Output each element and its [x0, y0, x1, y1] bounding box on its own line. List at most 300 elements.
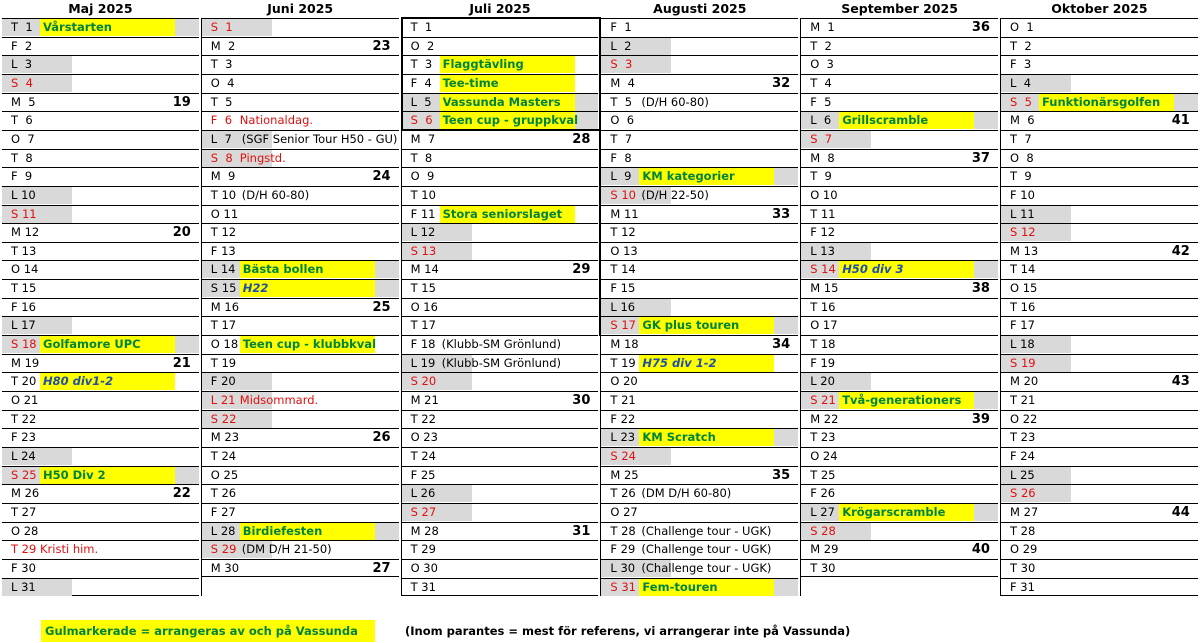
day-row: [202, 372, 399, 391]
week-number: 32: [772, 75, 791, 91]
month-heading: Augusti 2025: [653, 1, 747, 16]
day-row: [801, 74, 998, 93]
day-row: [601, 186, 798, 205]
day-label: L 31: [11, 579, 36, 594]
week-number: 41: [1171, 113, 1190, 129]
day-row: [2, 354, 199, 373]
day-row: [601, 354, 798, 373]
day-label: M 16: [210, 299, 240, 314]
day-label: S 21: [810, 393, 836, 407]
week-number: 29: [572, 262, 591, 278]
day-label: S 18: [11, 337, 37, 352]
event-label: KM Scratch: [639, 429, 774, 446]
event-label: H50 Div 2: [40, 467, 175, 484]
day-row: [601, 93, 798, 112]
day-row: [202, 447, 399, 466]
day-label: T 3: [410, 57, 433, 72]
day-row: [2, 447, 199, 466]
day-label: O 16: [410, 299, 438, 314]
day-label: T 29: [11, 542, 37, 557]
day-row: [1001, 316, 1198, 335]
day-row: [202, 391, 399, 410]
day-label: L 6: [810, 113, 832, 128]
day-row: [2, 55, 199, 74]
day-row: [2, 37, 199, 56]
day-label: S 3: [610, 57, 633, 72]
event-label: (Challenge tour - UGK): [641, 560, 772, 575]
day-label: L 2: [610, 38, 632, 53]
week-number: 27: [372, 560, 391, 576]
day-row: [2, 428, 199, 447]
week-number: 37: [971, 150, 990, 166]
day-label: T 23: [1010, 430, 1036, 445]
day-label: O 30: [410, 560, 438, 575]
day-label: T 5: [610, 94, 633, 109]
event-label: Teen cup - klubbkval: [240, 336, 375, 353]
event-label: (Challenge tour - UGK): [641, 542, 772, 557]
event-label: (DM D/H 21-50): [241, 542, 332, 557]
day-row: [402, 410, 599, 429]
week-number: 40: [971, 542, 990, 558]
day-label: S 25: [11, 467, 37, 482]
day-label: L 26: [410, 486, 436, 501]
day-label: F 11: [410, 206, 436, 221]
month-heading: Juni 2025: [267, 1, 334, 16]
event-label: Kristi him.: [40, 542, 99, 557]
day-row: [1001, 578, 1198, 597]
event-label: H22: [240, 280, 375, 297]
event-label: Fem-touren: [639, 579, 774, 596]
day-label: L 7: [210, 131, 232, 146]
day-row: [801, 372, 998, 391]
day-row: [2, 260, 199, 279]
day-row: [2, 372, 199, 391]
month-column: [601, 0, 798, 597]
day-row: [1001, 93, 1198, 112]
day-row: [202, 559, 399, 578]
day-label: T 16: [1010, 299, 1036, 314]
day-label: F 26: [810, 486, 836, 501]
day-row: [402, 466, 599, 485]
day-label: L 24: [11, 448, 36, 463]
day-row: [601, 559, 798, 578]
day-row: [202, 149, 399, 168]
day-label: M 9: [210, 169, 236, 184]
day-label: O 8: [1010, 150, 1034, 165]
day-label: O 18: [210, 337, 239, 352]
day-row: [801, 149, 998, 168]
month-column: [202, 0, 399, 579]
day-row: [801, 540, 998, 559]
day-label: F 12: [810, 225, 836, 240]
day-label: O 21: [11, 393, 39, 407]
day-label: L 19: [410, 355, 436, 370]
day-label: T 27: [11, 504, 37, 519]
day-label: M 25: [610, 467, 639, 482]
day-label: M 5: [11, 94, 36, 109]
day-row: [1001, 391, 1198, 410]
day-row: [402, 522, 599, 541]
day-row: [801, 260, 998, 279]
day-row: [801, 410, 998, 429]
day-label: F 23: [11, 430, 36, 445]
day-row: [202, 260, 399, 279]
day-row: [202, 484, 399, 503]
day-row: [402, 391, 599, 410]
event-label: H50 div 3: [839, 261, 974, 278]
day-label: L 13: [810, 243, 835, 258]
day-label: L 17: [11, 318, 36, 333]
event-label: (D/H 22-50): [641, 187, 709, 202]
day-row: [202, 242, 399, 261]
day-label: T 26: [210, 486, 237, 501]
day-row: [2, 279, 199, 298]
day-row: [2, 578, 199, 597]
day-label: L 5: [410, 94, 432, 109]
day-label: L 4: [1010, 75, 1032, 90]
day-row: [202, 410, 399, 429]
day-row: [1001, 279, 1198, 298]
day-row: [1001, 559, 1198, 578]
day-row: [202, 74, 399, 93]
event-label: (DM D/H 60-80): [641, 486, 732, 501]
day-label: M 26: [11, 486, 40, 501]
day-label: L 16: [610, 299, 636, 314]
day-label: M 30: [210, 560, 240, 575]
day-row: [1001, 111, 1198, 130]
day-label: T 25: [810, 467, 836, 482]
day-row: [801, 503, 998, 522]
day-label: F 17: [1010, 318, 1035, 333]
day-label: T 24: [210, 448, 237, 463]
day-row: [2, 410, 199, 429]
event-label: Golfamore UPC: [40, 336, 175, 353]
day-row: [402, 484, 599, 503]
july-month-frame: [401, 17, 602, 336]
day-label: F 2: [11, 38, 33, 53]
week-number: 22: [172, 486, 191, 502]
day-row: [202, 130, 399, 149]
month-column: [2, 0, 199, 597]
day-label: O 22: [1010, 411, 1038, 426]
day-label: T 17: [210, 318, 237, 333]
event-label: Midsommard.: [239, 393, 319, 407]
day-label: T 29: [410, 542, 436, 557]
event-label: H75 div 1-2: [639, 355, 774, 372]
day-label: S 5: [1010, 94, 1032, 109]
day-label: L 20: [810, 374, 835, 389]
day-label: O 15: [1010, 281, 1038, 296]
day-row: [402, 335, 599, 354]
day-row: [402, 540, 599, 559]
day-row: [1001, 372, 1198, 391]
day-label: T 28: [610, 523, 636, 538]
day-row: [402, 372, 599, 391]
day-label: F 9: [11, 169, 33, 184]
day-row: [2, 540, 199, 559]
day-label: T 20: [11, 374, 37, 389]
day-label: S 27: [410, 504, 437, 519]
event-label: Två-generationers: [839, 392, 974, 409]
day-label: T 31: [410, 579, 436, 594]
day-row: [801, 55, 998, 74]
day-row: [2, 335, 199, 354]
day-row: [801, 111, 998, 130]
day-label: T 22: [11, 411, 37, 426]
day-row: [601, 391, 798, 410]
day-label: S 26: [1010, 486, 1036, 501]
day-row: [801, 279, 998, 298]
day-label: S 22: [210, 411, 237, 426]
event-label: Vassunda Masters: [440, 94, 575, 111]
column-divider: [800, 18, 801, 596]
event-label: (Klubb-SM Grönlund): [441, 355, 562, 370]
day-label: S 17: [610, 318, 636, 333]
day-label: F 6: [210, 113, 233, 128]
day-label: T 18: [810, 337, 836, 352]
day-row: [601, 428, 798, 447]
day-row: [801, 354, 998, 373]
legend-yellow: Gulmarkerade = arrangeras av och på Vassunda: [41, 620, 375, 642]
day-label: O 3: [810, 57, 834, 72]
day-label: L 10: [11, 187, 36, 202]
day-row: [601, 37, 798, 56]
day-row: [1001, 503, 1198, 522]
day-label: T 2: [1010, 38, 1032, 53]
event-label: Flaggtävling: [440, 56, 575, 73]
day-row: [202, 167, 399, 186]
day-label: F 22: [610, 411, 636, 426]
day-label: O 27: [610, 504, 638, 519]
day-row: [801, 205, 998, 224]
day-row: [2, 391, 199, 410]
day-row: [202, 540, 399, 559]
day-label: L 12: [410, 225, 436, 240]
day-label: M 11: [610, 206, 639, 221]
event-label: (D/H 60-80): [241, 187, 310, 202]
day-row: [1001, 484, 1198, 503]
day-label: T 11: [810, 206, 836, 221]
day-label: O 29: [1010, 542, 1038, 557]
day-row: [601, 410, 798, 429]
day-label: F 31: [1010, 579, 1035, 594]
week-number: 23: [372, 38, 391, 54]
day-label: S 14: [810, 262, 836, 277]
day-row: [2, 559, 199, 578]
day-row: [402, 503, 599, 522]
day-row: [402, 428, 599, 447]
day-row: [202, 37, 399, 56]
day-label: M 8: [810, 150, 835, 165]
day-label: F 4: [410, 75, 432, 90]
day-row: [2, 130, 199, 149]
day-row: [601, 149, 798, 168]
day-label: S 8: [210, 150, 233, 165]
day-label: T 7: [1010, 131, 1032, 146]
day-label: S 7: [810, 131, 833, 146]
day-label: T 4: [810, 75, 832, 90]
day-row: [202, 428, 399, 447]
day-row: [2, 186, 199, 205]
day-row: [2, 74, 199, 93]
day-row: [1001, 55, 1198, 74]
day-row: [1001, 186, 1198, 205]
day-label: M 29: [810, 542, 839, 557]
day-row: [1001, 37, 1198, 56]
day-label: T 17: [410, 318, 436, 333]
day-row: [1001, 205, 1198, 224]
day-label: O 6: [610, 113, 635, 128]
day-row: [2, 93, 199, 112]
event-label: Nationaldag.: [239, 113, 314, 128]
day-row: [2, 242, 199, 261]
day-row: [801, 93, 998, 112]
day-row: [601, 298, 798, 317]
week-number: 26: [372, 430, 391, 446]
day-label: S 10: [610, 187, 636, 202]
event-label: Teen cup - gruppkval: [440, 112, 575, 129]
month-heading: Oktober 2025: [1051, 1, 1148, 16]
day-row: [202, 186, 399, 205]
day-row: [2, 466, 199, 485]
day-label: F 5: [810, 94, 832, 109]
day-label: T 2: [810, 38, 832, 53]
day-label: O 2: [410, 38, 435, 53]
week-number: 20: [172, 225, 191, 241]
day-label: F 15: [610, 281, 636, 296]
day-label: T 1: [11, 20, 33, 34]
month-heading: September 2025: [841, 1, 958, 16]
day-label: L 30: [610, 560, 636, 575]
day-row: [601, 74, 798, 93]
day-row: [202, 93, 399, 112]
day-label: M 2: [210, 38, 236, 53]
day-label: M 14: [410, 262, 439, 277]
day-row: [601, 522, 798, 541]
day-label: M 15: [810, 281, 839, 296]
day-label: T 8: [410, 150, 433, 165]
day-label: O 7: [11, 131, 35, 146]
day-label: O 14: [11, 262, 39, 277]
column-divider: [201, 18, 202, 596]
week-number: 28: [572, 131, 591, 147]
event-label: Stora seniorslaget: [440, 206, 575, 223]
week-number: 42: [1171, 243, 1190, 259]
day-row: [601, 466, 798, 485]
day-label: T 15: [11, 281, 37, 296]
day-row: [402, 578, 599, 597]
day-row: [202, 223, 399, 242]
day-row: [202, 279, 399, 298]
day-label: M 22: [810, 411, 839, 426]
day-label: L 14: [210, 262, 236, 277]
day-label: O 1: [1010, 20, 1034, 34]
day-label: O 10: [810, 187, 838, 202]
month-column: [1001, 0, 1198, 597]
day-row: [801, 167, 998, 186]
day-label: F 20: [210, 374, 236, 389]
event-label: Birdiefesten: [240, 523, 375, 540]
day-row: [601, 242, 798, 261]
day-row: [2, 316, 199, 335]
day-label: T 10: [210, 187, 237, 202]
day-label: T 12: [210, 225, 237, 240]
day-row: [601, 55, 798, 74]
day-row: [601, 260, 798, 279]
day-row: [1001, 335, 1198, 354]
day-label: T 30: [1010, 560, 1036, 575]
day-label: L 9: [610, 169, 632, 184]
day-row: [601, 130, 798, 149]
week-number: 34: [772, 337, 791, 353]
day-row: [2, 223, 199, 242]
day-label: O 4: [210, 75, 235, 90]
day-row: [601, 223, 798, 242]
day-row: [801, 391, 998, 410]
day-row: [601, 447, 798, 466]
day-label: M 18: [610, 337, 639, 352]
week-number: 36: [971, 20, 990, 35]
day-label: S 13: [410, 243, 437, 258]
day-row: [601, 279, 798, 298]
day-label: T 8: [11, 150, 33, 165]
day-row: [801, 484, 998, 503]
column-divider: [1000, 18, 1001, 596]
day-label: O 11: [210, 206, 239, 221]
day-label: T 3: [210, 57, 233, 72]
day-row: [801, 18, 998, 37]
day-row: [601, 372, 798, 391]
day-label: S 11: [11, 206, 37, 221]
week-number: 43: [1171, 374, 1190, 390]
day-label: T 22: [410, 411, 436, 426]
day-label: S 20: [410, 374, 437, 389]
day-row: [2, 298, 199, 317]
day-row: [2, 149, 199, 168]
day-row: [202, 111, 399, 130]
day-row: [601, 205, 798, 224]
day-label: T 1: [410, 20, 433, 34]
event-label: (Klubb-SM Grönlund): [441, 337, 562, 352]
day-label: M 19: [11, 355, 40, 370]
day-label: L 11: [1010, 206, 1035, 221]
event-label: (D/H 60-80): [641, 94, 709, 109]
day-row: [801, 242, 998, 261]
event-label: Pingstd.: [239, 150, 286, 165]
week-number: 33: [772, 206, 791, 222]
day-row: [202, 205, 399, 224]
day-label: S 6: [410, 113, 433, 128]
day-label: S 29: [210, 542, 237, 557]
month-heading: Maj 2025: [68, 1, 133, 16]
day-label: S 31: [610, 579, 636, 594]
day-row: [2, 18, 199, 37]
day-row: [2, 111, 199, 130]
day-row: [202, 522, 399, 541]
event-label: H80 div1-2: [40, 373, 175, 390]
day-label: S 19: [1010, 355, 1036, 370]
day-label: F 30: [11, 560, 36, 575]
day-row: [601, 167, 798, 186]
day-label: T 7: [610, 131, 633, 146]
day-row: [1001, 298, 1198, 317]
day-row: [801, 130, 998, 149]
day-row: [1001, 428, 1198, 447]
week-number: 31: [572, 523, 591, 539]
day-row: [1001, 18, 1198, 37]
day-row: [1001, 522, 1198, 541]
day-label: F 19: [810, 355, 836, 370]
